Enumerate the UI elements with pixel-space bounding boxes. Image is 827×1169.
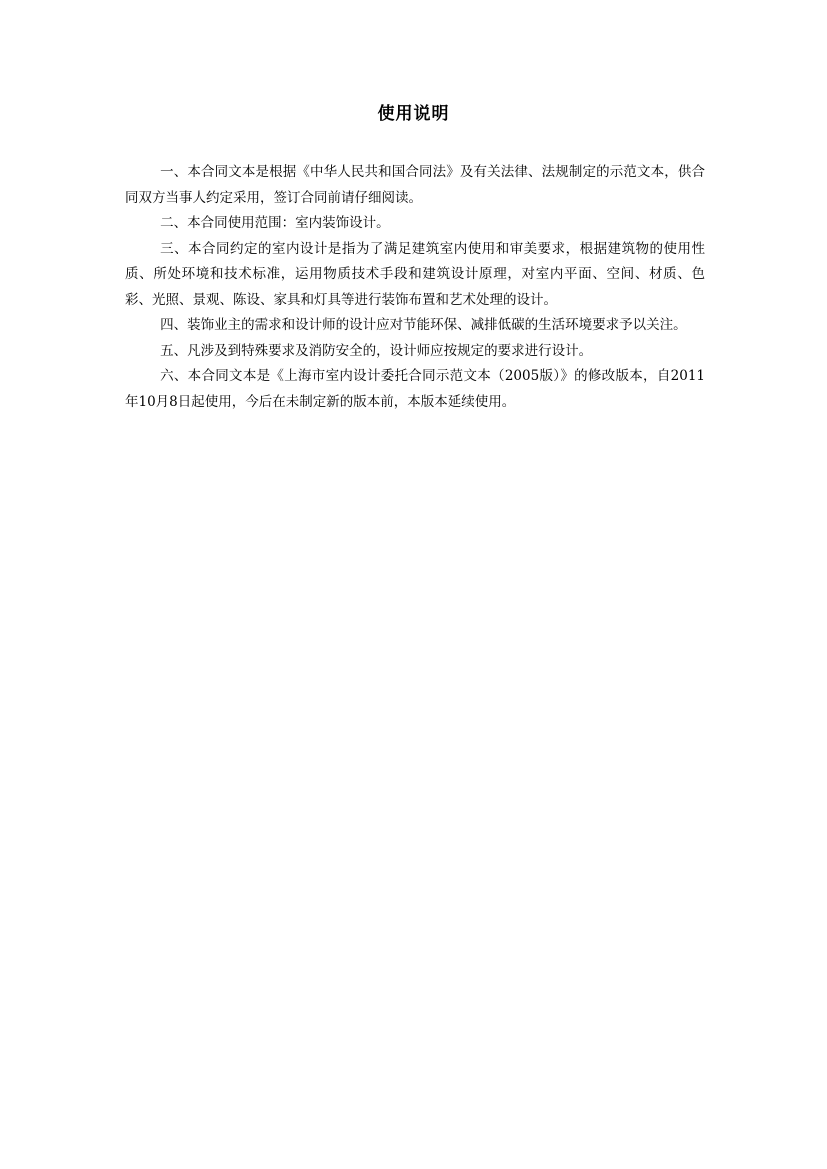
paragraph-4: 四、装饰业主的需求和设计师的设计应对节能环保、减排低碳的生活环境要求予以关注。 [160, 317, 687, 333]
page-title: 使用说明 [377, 104, 450, 124]
paragraph-3: 三、本合同约定的室内设计是指为了满足建筑室内使用和审美要求，根据建筑物的使用性质、所处环境和技术标准，运用物质技术手段和建筑设计原理，对室内平面、空间、材质、色彩、光照、景观、陈设、家具和灯具等进行装饰布置和艺术处理的设计。 [125, 240, 705, 308]
paragraph-5: 五、凡涉及到特殊要求及消防安全的，设计师应按规定的要求进行设计。 [160, 342, 593, 359]
paragraph-1: 一、本合同文本是根据《中华人民共和国合同法》及有关法律、法规制定的示范文本，供合同双方当事人约定采用，签订合同前请仔细阅读。 [125, 164, 705, 206]
paragraph-6: 六、本合同文本是《上海市室内设计委托合同示范文本（2005版）》的修改版本，自2011年10月8日起使用，今后在未制定新的版本前，本版本延续使用。 [125, 368, 705, 410]
document-body [125, 160, 705, 415]
paragraph-2: 二、本合同使用范围：室内装饰设计。 [160, 215, 390, 231]
